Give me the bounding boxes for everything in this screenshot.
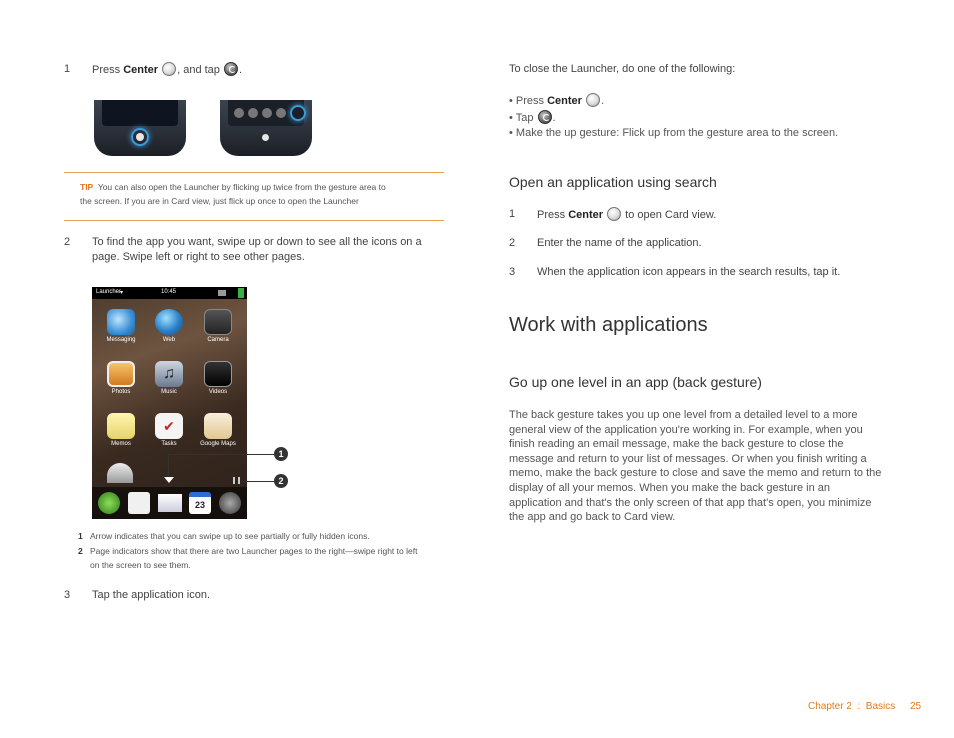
close-launcher-intro: To close the Launcher, do one of the following: bbox=[509, 63, 736, 75]
step-3-number: 3 bbox=[64, 589, 71, 601]
tip-label: TIP bbox=[80, 182, 94, 192]
app-camera[interactable] bbox=[198, 309, 238, 343]
phone-center-button-image bbox=[94, 100, 186, 156]
paragraph-line: finish reading an email message, make the back gesture to close the bbox=[509, 438, 844, 451]
note-1 bbox=[78, 529, 370, 543]
search-step-2-text: Enter the name of the application. bbox=[537, 237, 702, 249]
footer-chapter: Chapter 2 : Basics bbox=[808, 701, 896, 712]
back-gesture-paragraph bbox=[509, 408, 909, 525]
search-step-1-rest: to open Card view. bbox=[625, 209, 717, 221]
app-videos[interactable] bbox=[198, 361, 238, 395]
bullet-1-end: . bbox=[601, 95, 605, 107]
step-2-number: 2 bbox=[64, 236, 71, 248]
bullet-2-tap: Tap bbox=[515, 112, 534, 124]
search-step-1-center: Center bbox=[568, 209, 604, 221]
clock-icon bbox=[107, 463, 133, 483]
paragraph-line: general view of the application you're working in. For example, when you bbox=[509, 423, 863, 436]
step-2-line-2: page. Swipe left or right to see other pages. bbox=[92, 251, 305, 263]
note-2-line-1: Page indicators show that there are two Launcher pages to the right—swipe right to left bbox=[90, 546, 418, 556]
app-label: Photos bbox=[111, 389, 131, 395]
launcher-button-icon[interactable] bbox=[219, 492, 241, 514]
tip-text bbox=[80, 180, 386, 208]
map-pin-icon bbox=[204, 413, 232, 439]
step-1-press: Press bbox=[92, 64, 121, 76]
search-step-3-number: 3 bbox=[509, 266, 516, 278]
app-tasks[interactable] bbox=[149, 413, 189, 447]
footer-page-number: 25 bbox=[910, 701, 922, 712]
note-1-text: Arrow indicates that you can swipe up to see partially or fully hidden icons. bbox=[90, 531, 370, 541]
center-button-icon bbox=[607, 207, 621, 221]
note-1-number: 1 bbox=[78, 531, 83, 541]
app-google-maps[interactable] bbox=[198, 413, 238, 447]
paragraph-line: The back gesture takes you up one level from a detailed level to a more bbox=[509, 409, 858, 421]
launcher-icon bbox=[224, 62, 238, 76]
phone-launcher-button-image bbox=[220, 100, 312, 156]
search-heading: Open an application using search bbox=[509, 174, 717, 190]
app-music[interactable] bbox=[149, 361, 189, 395]
checklist-icon: ✔ bbox=[155, 413, 183, 439]
callout-2: 2 bbox=[274, 474, 288, 488]
app-label: Videos bbox=[208, 389, 228, 395]
paragraph-line: display of all your memos. When you make the back gesture in an bbox=[509, 481, 830, 494]
step-1-number: 1 bbox=[64, 63, 71, 75]
back-gesture-heading: Go up one level in an app (back gesture) bbox=[509, 374, 762, 390]
battery-icon bbox=[238, 288, 244, 298]
note-2-number: 2 bbox=[78, 546, 83, 556]
signal-icon bbox=[218, 290, 226, 296]
app-label: Music bbox=[161, 389, 177, 395]
calendar-icon[interactable]: 23 bbox=[189, 492, 211, 514]
tip-line-1: You can also open the Launcher by flicking up twice from the gesture area to bbox=[97, 182, 386, 192]
callout-1-leader-vertical bbox=[168, 454, 169, 476]
tip-top-rule bbox=[64, 172, 444, 173]
note-2 bbox=[78, 544, 417, 572]
step-2-line-1: To find the app you want, swipe up or down to see all the icons on a bbox=[92, 236, 422, 248]
center-button-icon bbox=[586, 93, 600, 107]
step-1-and-tap: , and tap bbox=[177, 64, 220, 76]
bullet-1-center: Center bbox=[547, 95, 582, 107]
center-button-icon bbox=[162, 62, 176, 76]
bullet-3-text: Make the up gesture: Flick up from the gesture area to the screen. bbox=[515, 127, 839, 139]
bullet-1-press: Press bbox=[515, 95, 545, 107]
swipe-arrow-indicator bbox=[164, 477, 174, 483]
step-2-text bbox=[92, 235, 422, 265]
page-indicator-1 bbox=[233, 477, 235, 484]
status-time: 10:45 bbox=[161, 289, 177, 295]
phone-icon[interactable] bbox=[98, 492, 120, 514]
note-2-line-2: on the screen to see them. bbox=[90, 560, 191, 570]
callout-1-leader bbox=[168, 454, 274, 455]
music-note-icon: ♫ bbox=[155, 361, 183, 387]
contacts-icon[interactable] bbox=[128, 492, 150, 514]
app-web[interactable] bbox=[149, 309, 189, 343]
app-messaging[interactable] bbox=[101, 309, 141, 343]
photos-icon bbox=[107, 361, 135, 387]
clapperboard-icon bbox=[204, 361, 232, 387]
camera-icon bbox=[204, 309, 232, 335]
step-3-text: Tap the application icon. bbox=[92, 589, 211, 601]
email-icon[interactable] bbox=[158, 494, 182, 512]
launcher-icon bbox=[538, 110, 552, 124]
app-memos[interactable] bbox=[101, 413, 141, 447]
memo-icon bbox=[107, 413, 135, 439]
app-photos[interactable] bbox=[101, 361, 141, 395]
paragraph-line: application and that's the only screen of that app that's open, you minimize bbox=[509, 496, 872, 509]
search-step-1-number: 1 bbox=[509, 208, 516, 220]
tip-line-2: the screen. If you are in Card view, just flick up once to open the Launcher bbox=[80, 196, 359, 206]
close-bullet-1: • Press Center . bbox=[509, 95, 605, 107]
search-step-3-text: When the application icon appears in the search results, tap it. bbox=[537, 266, 841, 278]
work-with-applications-heading: Work with applications bbox=[509, 314, 708, 336]
paragraph-line: message and return to your list of messages. Or when you finish writing a bbox=[509, 452, 867, 465]
step-1-end: . bbox=[238, 64, 243, 76]
status-dropdown-icon: ▾ bbox=[120, 290, 124, 296]
search-step-2-number: 2 bbox=[509, 237, 516, 249]
paragraph-line: the app and go back to Card view. bbox=[509, 511, 676, 524]
app-label: Memos bbox=[111, 441, 131, 447]
messaging-icon bbox=[107, 309, 135, 335]
app-label: Web bbox=[162, 337, 176, 343]
status-title: Launcher bbox=[96, 289, 122, 295]
step-1-center: Center bbox=[123, 64, 159, 76]
bullet-2-end: . bbox=[552, 112, 556, 124]
tip-bottom-rule bbox=[64, 220, 444, 221]
page-indicator-2 bbox=[238, 477, 240, 484]
callout-2-leader bbox=[244, 481, 274, 482]
app-label: Camera bbox=[207, 337, 229, 343]
app-label: Google Maps bbox=[200, 441, 236, 447]
app-label: Messaging bbox=[106, 337, 136, 343]
status-bar bbox=[92, 287, 247, 299]
step-1-text bbox=[92, 62, 242, 78]
launcher-screenshot bbox=[92, 287, 247, 519]
globe-icon bbox=[155, 309, 183, 335]
paragraph-line: memo, make the back gesture to close and save the memo and return to the bbox=[509, 467, 882, 480]
app-label: Tasks bbox=[161, 441, 177, 447]
search-step-1-text bbox=[537, 207, 716, 223]
close-bullet-2: • Tap . bbox=[509, 112, 556, 124]
callout-1: 1 bbox=[274, 447, 288, 461]
search-step-1-press: Press bbox=[537, 209, 566, 221]
close-bullet-3: • Make the up gesture: Flick up from the gesture area to the screen. bbox=[509, 127, 839, 139]
